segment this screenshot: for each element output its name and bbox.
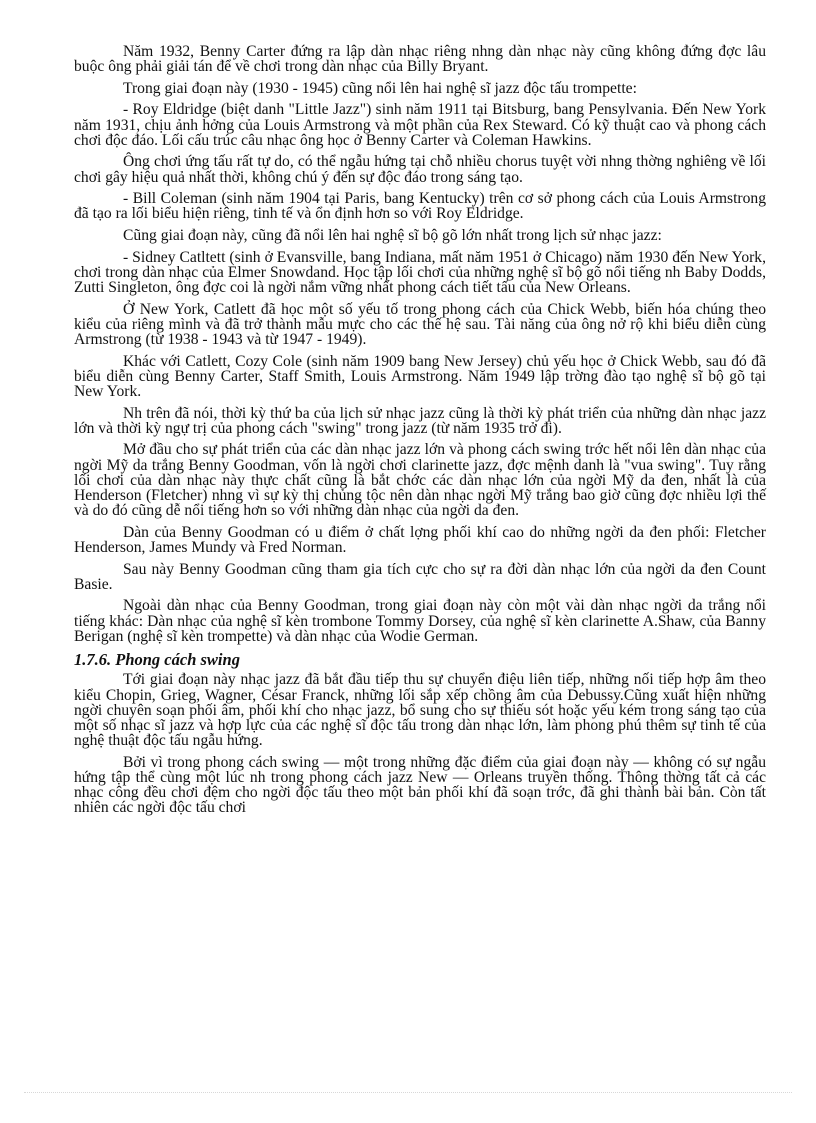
page-footer-rule bbox=[24, 1092, 792, 1093]
paragraph: Sau này Benny Goodman cũng tham gia tích cực cho sự ra đời dàn nhạc lớn của ngời da đen Count Basie. bbox=[74, 560, 766, 593]
document-page bbox=[74, 44, 766, 822]
paragraph: Tới giai đoạn này nhạc jazz đã bắt đầu tiếp thu sự chuyển điệu liên tiếp, những nối tiếp hợp âm theo kiểu Chopin, Grieg, Wagner, César Franck, những lối sắp xếp chồng âm của Debussy.Cũng xuất hiện những ngời chuyên soạn phối âm, phối khí cho nhạc jazz, bổ sung cho sự thiếu sót hoặc yếu kém trong sáng tạo của một số nhạc sĩ jazz và hợp lực của các nghệ sĩ độc tấu trong dàn nhạc lớn, làm phong phú thêm sự tinh tế của nghệ thuật độc tấu ngẫu hứng. bbox=[74, 671, 766, 750]
paragraph: Trong giai đoạn này (1930 - 1945) cũng nổi lên hai nghệ sĩ jazz độc tấu trompette: bbox=[123, 79, 637, 97]
paragraph: Ông chơi ứng tấu rất tự do, có thể ngẫu hứng tại chỗ nhiều chorus tuyệt vời nhng thờng nghiêng về lối chơi gây hiệu quả nhất thời, không chú ý đến sự độc đáo trong sáng tạo. bbox=[74, 153, 766, 186]
paragraph: Dàn của Benny Goodman có u điểm ở chất lợng phối khí cao do những ngời da đen phối: Fletcher Henderson, James Mundy và Fred Norman. bbox=[74, 523, 766, 556]
paragraph: - Roy Eldridge (biệt danh "Little Jazz") sinh năm 1911 tại Bitsburg, bang Pensylvania. Đến New York năm 1931, chịu ảnh hởng của Louis Armstrong và một phần của Rex Steward. Có kỹ thuật cao và phong cách chơi độc đáo. Lối cấu trúc câu nhạc ông học ở Benny Carter và Coleman Hawkins. bbox=[74, 101, 766, 149]
paragraph: Năm 1932, Benny Carter đứng ra lập dàn nhạc riêng nhng dàn nhạc này cũng không đứng đợc lâu buộc ông phải giải tán để về chơi trong dàn nhạc của Billy Bryant. bbox=[74, 43, 766, 76]
paragraph: Cũng giai đoạn này, cũng đã nổi lên hai nghệ sĩ bộ gõ lớn nhất trong lịch sử nhạc jazz: bbox=[123, 226, 662, 244]
paragraph: Nh trên đã nói, thời kỳ thứ ba của lịch sử nhạc jazz cũng là thời kỳ phát triển của những dàn nhạc jazz lớn và thời kỳ ngự trị của phong cách "swing" trong jazz (từ năm 1935 trở đi). bbox=[74, 404, 766, 437]
paragraph: - Bill Coleman (sinh năm 1904 tại Paris, bang Kentucky) trên cơ sở phong cách của Louis Armstrong đã tạo ra lối biểu hiện riêng, tinh tế và ổn định hơn so với Roy Eldridge. bbox=[74, 190, 766, 223]
paragraph: Ngoài dàn nhạc của Benny Goodman, trong giai đoạn này còn một vài dàn nhạc ngời da trắng nổi tiếng khác: Dàn nhạc của nghệ sĩ kèn trombone Tommy Dorsey, của nghệ sĩ kèn clarinette A.Shaw, của Banny Berigan (nghệ sĩ kèn trompette) và dàn nhạc của Wodie German. bbox=[74, 597, 766, 645]
paragraph: Ở New York, Catlett đã học một số yếu tố trong phong cách của Chick Webb, biến hóa chúng theo kiểu của riêng mình và đã trở thành mẫu mực cho các thế hệ sau. Tài năng của ông nở rộ khi biểu diễn cùng Armstrong (từ 1938 - 1943 và từ 1947 - 1949). bbox=[74, 300, 766, 348]
paragraph: Mở đầu cho sự phát triển của các dàn nhạc jazz lớn và phong cách swing trớc hết nổi lên dàn nhạc của ngời Mỹ da trắng Benny Goodman, vốn là ngời chơi clarinette jazz, đợc mệnh danh là "vua swing". Tuy rằng lối chơi của dàn nhạc này thực chất cũng là bắt chớc các dàn nhạc lớn của ngời Mỹ da đen, nhất là của Henderson (Fletcher) nhng vì sự kỳ thị chủng tộc nên dàn nhạc ngời Mỹ trắng bao giờ cũng đợc nhiều lợi thế và do đó cũng dễ nổi tiếng hơn so với những dàn nhạc của ngời da đen. bbox=[74, 441, 766, 520]
paragraph: - Sidney Catltett (sinh ở Evansville, bang Indiana, mất năm 1951 ở Chicago) năm 1930 đến New York, chơi trong dàn nhạc của Elmer Snowdand. Học tập lối chơi của những nghệ sĩ bộ gõ nổi tiếng nh Baby Dodds, Zutti Singleton, ông đợc coi là ngời nắm vững nhất phong cách tiết tấu của New Orleans. bbox=[74, 248, 766, 296]
paragraph: Khác với Catlett, Cozy Cole (sinh năm 1909 bang New Jersey) chủ yếu học ở Chick Webb, sau đó đã biểu diễn cùng Benny Carter, Staff Smith, Louis Armstrong. Năm 1949 lập trờng đào tạo nghệ sĩ bộ gõ tại New York. bbox=[74, 352, 766, 400]
paragraph: Bởi vì trong phong cách swing — một trong những đặc điểm của giai đoạn này — không có sự ngẫu hứng tập thể cùng một lúc nh trong phong cách jazz New — Orleans truyền thống. Thông thờng tất cả các nhạc công đều chơi đệm cho ngời độc tấu theo một bản phối khí đã soạn trớc, đã ghi thành bài bản. Còn tất nhiên các ngời độc tấu chơi bbox=[74, 753, 766, 817]
section-heading: 1.7.6. Phong cách swing bbox=[74, 650, 240, 670]
